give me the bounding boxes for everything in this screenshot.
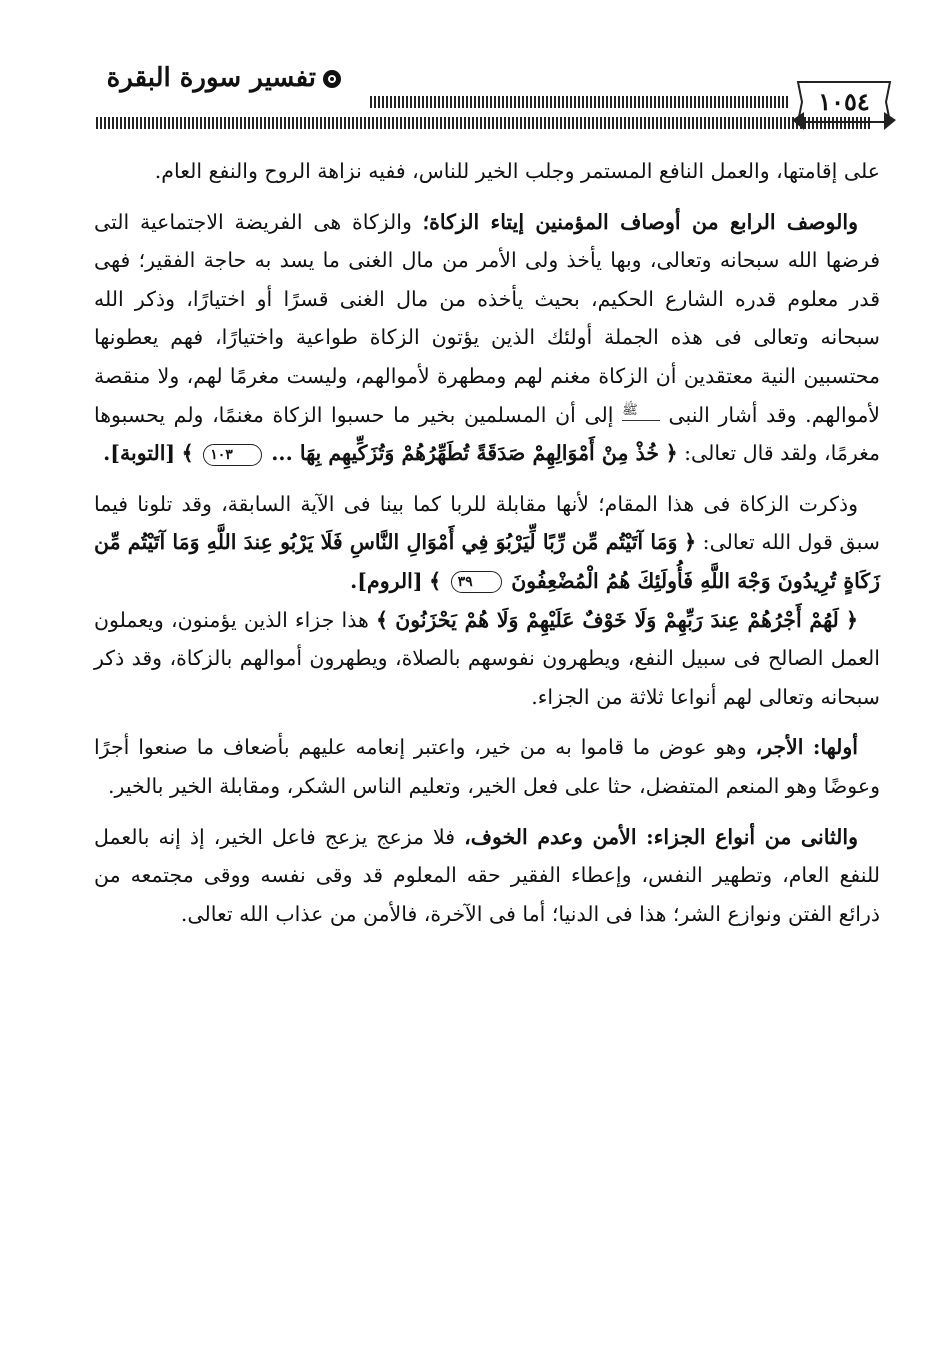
paragraph-2 [94, 203, 880, 473]
paragraph-1 [94, 152, 880, 191]
verse-close-bracket: ﴾ [181, 441, 194, 466]
running-title: تفسير سورة البقرة [106, 63, 316, 93]
verse-open-bracket: ﴿ [845, 607, 858, 632]
surah-reference: [الروم]. [350, 568, 423, 593]
verse-open-bracket: ﴿ [684, 530, 697, 555]
paragraph-5 [94, 728, 880, 805]
page-header [0, 0, 925, 140]
page-number: ١٠٥٤ [818, 87, 870, 116]
ayah-number-marker: ١٠٣ [203, 444, 262, 466]
paragraph-2-text-a: والزكاة هى الفريضة الاجتماعية التى فرضها الله سبحانه وتعالى، وبها يأخذ ولى الأمر من مال الغنى ما يسد به حاجة الفقير؛ فهى قدر معلوم قدره الشارع الحكيم، بحيث يأخذه من مال الغنى قسرًا أو اختيارًا، وذكر الله سبحانه وتعالى فى هذه الجملة أولئك الذين يؤتون الزكاة طواعية واختيارًا، فهم يعطونها محتسبين النية معتقدين أن الزكاة مغنم لهم ومطهرة لأموالهم، وليست مغرمًا لهم، ولا منقصة لأموالهم. وقد أشار النبى [94, 209, 880, 427]
paragraph-6 [94, 818, 880, 934]
verse-open-bracket: ﴿ [665, 441, 678, 466]
paragraph-1-text: على إقامتها، والعمل النافع المستمر وجلب الخير للناس، ففيه نزاهة الروح والنفع العام. [154, 159, 880, 183]
verse-baqara: لَهُمْ أَجْرُهُمْ عِندَ رَبِّهِمْ وَلَا خَوْفٌ عَلَيْهِمْ وَلَا هُمْ يَحْزَنُونَ [395, 607, 839, 632]
paragraph-4-text: هذا جزاء الذين يؤمنون، ويعملون العمل الصالح فى سبيل النفع، ويطهرون نفوسهم بالصلاة، ويطهرون أموالهم بالزكاة، وقد ذكر سبحانه وتعالى لهم أنواعا ثلاثة من الجزاء. [94, 607, 880, 709]
paragraph-6-heading: والثانى من أنواع الجزاء: الأمن وعدم الخوف، [464, 824, 858, 849]
paragraph-3 [94, 485, 880, 601]
verse-close-bracket: ﴾ [429, 568, 442, 593]
floral-ornament-icon [320, 68, 344, 90]
body-text [94, 152, 880, 933]
paragraph-2-text-b: إلى أن المسلمين بخير ما حسبوا الزكاة مغنمًا، ولم يحسبوها مغرمًا، ولقد قال تعالى: [94, 402, 880, 466]
surah-reference: [التوبة]. [103, 441, 176, 466]
header-rule-upper [370, 96, 788, 108]
verse-close-bracket: ﴾ [376, 607, 389, 632]
paragraph-4 [94, 601, 880, 717]
paragraph-6-text: فلا مزعج يزعج فاعل الخير، إذ إنه بالعمل للنفع العام، وتطهير النفس، وإعطاء الفقير حقه المعلوم قد وقى نفسه ووقى مجتمعه من ذرائع الفتن ونوازع الشر؛ هذا فى الدنيا؛ أما فى الآخرة، فالأمن من عذاب الله تعالى. [94, 824, 880, 926]
paragraph-3-text: وذكرت الزكاة فى هذا المقام؛ لأنها مقابلة للربا كما بينا فى الآية السابقة، وقد تلونا فيما سبق قول الله تعالى: [94, 491, 880, 555]
ayah-number-marker: ٣٩ [451, 571, 502, 593]
verse-tawba: خُذْ مِنْ أَمْوَالِهِمْ صَدَقَةً تُطَهِّرُهُمْ وَتُزَكِّيهِم بِهَا ... [271, 441, 660, 466]
header-rule [96, 117, 872, 129]
verse-rum: وَمَا آتَيْتُم مِّن رِّبًا لِّيَرْبُوَ فِي أَمْوَالِ النَّاسِ فَلَا يَرْبُو عِندَ اللَّهِ وَمَا آتَيْتُم مِّن زَكَاةٍ تُرِيدُونَ وَجْهَ اللَّهِ فَأُولَئِكَ هُمُ الْمُضْعِفُونَ [94, 530, 880, 593]
honorific-mark: ﷺ [622, 402, 660, 421]
paragraph-5-heading: أولها: الأجر، [755, 735, 858, 760]
paragraph-5-text: وهو عوض ما قاموا به من خير، واعتبر إنعامه عليهم بأضعاف ما صنعوا أجرًا وعوضًا وهو المنعم المتفضل، حثا على فعل الخير، وتعليم الناس الشكر، ومقابلة الخير بالخير. [94, 735, 880, 798]
paragraph-2-heading: والوصف الرابع من أوصاف المؤمنين إيتاء الزكاة؛ [422, 209, 858, 234]
